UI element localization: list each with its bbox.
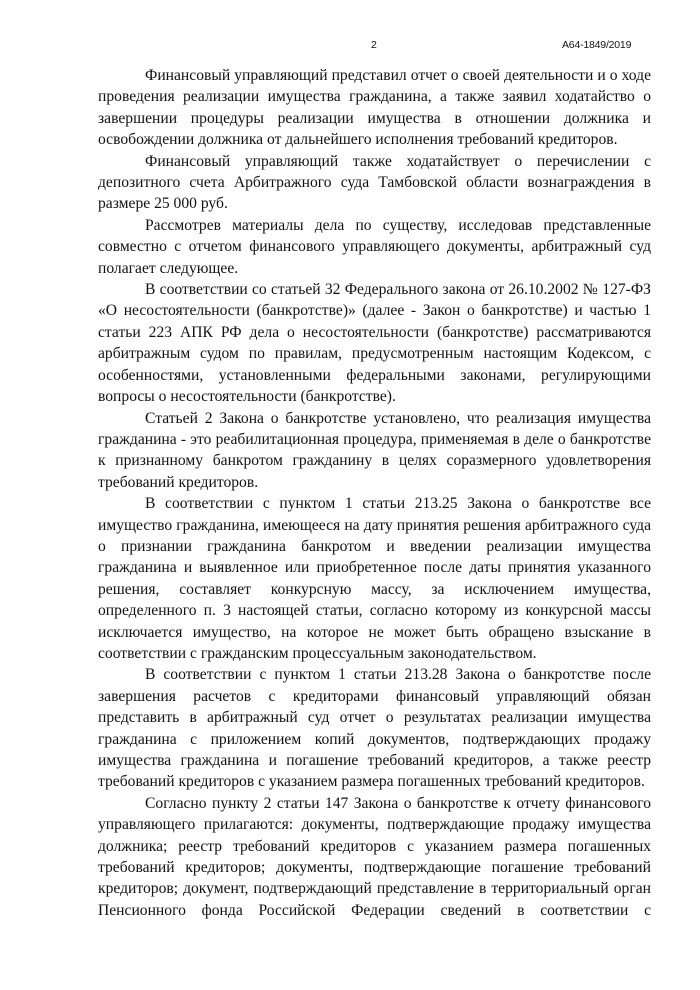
paragraph-article-213-28: В соответствии с пунктом 1 статьи 213.28 Закона о банкротстве после завершения расчетов с кредиторами финансовый управляющий обязан представить в арбитражный суд отчет о результатах реализации имущества гражданина с приложением копий документов, подтверждающих продажу имущества гражданина и погашение требований кредиторов, а также реестр требований кредиторов с указанием размера погашенных требований кредиторов. — [98, 666, 651, 791]
paragraph-article-2: Статьей 2 Закона о банкротстве установлено, что реализация имущества гражданина - это реабилитационная процедура, применяемая в деле о банкротстве к признанному банкротом гражданину в целях соразмерного удовлетворения требований кредиторов. — [98, 409, 651, 491]
paragraph-court-consideration: Рассмотрев материалы дела по существу, исследовав представленные совместно с отчетом финансового управляющего документы, арбитражный суд полагает следующее. — [98, 216, 651, 277]
page-header — [0, 39, 700, 55]
paragraph-article-32: В соответствии со статьей 32 Федерального закона от 26.10.2002 № 127-ФЗ «О несостоятельности (банкротстве)» (далее - Закон о банкротстве) и частью 1 статьи 223 АПК РФ дела о несостоятельности (банкротстве) рассматриваются арбитражным судом по правилам, предусмотренным настоящим Кодексом, с особенностями, установленными федеральными законами, регулирующими вопросы о несостоятельности (банкротстве). — [98, 281, 651, 406]
case-number: А64-1849/2019 — [562, 39, 632, 51]
document-body — [98, 65, 651, 921]
paragraph-article-213-25: В соответствии с пунктом 1 статьи 213.25 Закона о банкротстве все имущество гражданина, имеющееся на дату принятия решения арбитражного суда о признании гражданина банкротом и введении реализации имущества гражданина и выявленное или приобретенное после даты принятия указанного решения, составляет конкурсную массу, за исключением имущества, определенного п. 3 настоящей статьи, согласно которому из конкурсной массы исключается имущество, на которое не может быть обращено взыскание в соответствии с гражданским процессуальным законодательством. — [98, 495, 651, 662]
paragraph-report-submitted: Финансовый управляющий представил отчет о своей деятельности и о ходе проведения реализации имущества гражданина, а также заявил ходатайство о завершении процедуры реализации имущества в отношении должника и освобождении должника от дальнейшего исполнения требований кредиторов. — [98, 67, 651, 149]
page-number: 2 — [371, 39, 377, 51]
paragraph-article-147: Согласно пункту 2 статьи 147 Закона о банкротстве к отчету финансового управляющего прилагаются: документы, подтверждающие продажу имущества должника; реестр требований кредиторов с указанием размера погашенных требований кредиторов; документы, подтверждающие погашение требований кредиторов; документ, подтверждающий представление в территориальный орган Пенсионного фонда Российской Федерации сведений в соответствии с — [98, 794, 651, 919]
paragraph-fee-transfer-request: Финансовый управляющий также ходатайствует о перечислении с депозитного счета Арбитражного суда Тамбовской области вознаграждения в размере 25 000 руб. — [98, 152, 651, 213]
